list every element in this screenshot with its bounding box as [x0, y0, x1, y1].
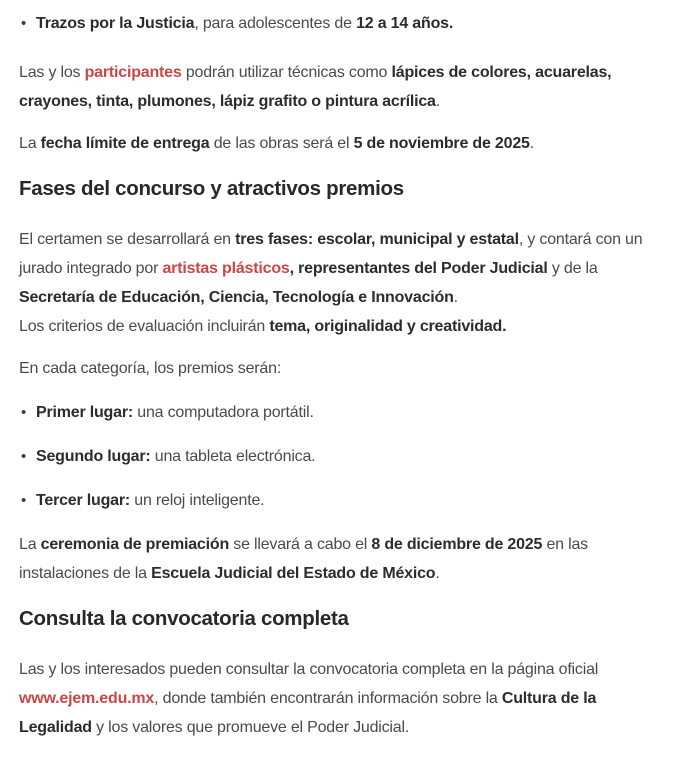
text-run: Las y los	[19, 64, 85, 81]
text-run: La	[19, 536, 41, 553]
text-run: .	[453, 289, 458, 306]
list-item-trazos-category	[19, 9, 662, 38]
bold-text-run: Trazos por la Justicia	[36, 15, 195, 32]
prizes-list	[19, 398, 662, 515]
category-list	[19, 9, 662, 38]
text-run: Las y los interesados pueden consultar la convocatoria completa en la página oficial	[19, 661, 599, 678]
bold-text-run: Escuela Judicial del Estado de México	[151, 565, 436, 582]
bold-text-run: tres fases: escolar, municipal y estatal	[235, 231, 519, 248]
text-run: .	[529, 135, 534, 152]
text-run: y los valores que promueve el Poder Judicial.	[91, 719, 410, 736]
text-run: Los criterios de evaluación incluirán	[19, 318, 270, 335]
para-convocatoria-info	[19, 655, 662, 742]
text-run: , para adolescentes de	[194, 15, 357, 32]
text-run: .	[435, 93, 440, 110]
heading-consulta-convocatoria: Consulta la convocatoria completa	[19, 607, 349, 630]
bold-text-run: 12 a 14 años.	[356, 15, 454, 32]
text-run: en las instalaciones de la	[19, 536, 588, 582]
text-run: , donde también encontrarán información sobre la	[154, 690, 502, 707]
text-run: una tableta electrónica.	[150, 448, 316, 465]
bold-text-run: , representantes del Poder Judicial	[289, 260, 548, 277]
bold-text-run: Segundo lugar:	[36, 448, 151, 465]
bold-text-run: fecha límite de entrega	[40, 135, 210, 152]
link-artistas-plasticos[interactable]: artistas plásticos	[162, 260, 290, 277]
para-ceremonia	[19, 530, 662, 588]
bold-text-run: 8 de diciembre de 2025	[371, 536, 543, 553]
bold-text-run: 5 de noviembre de 2025	[353, 135, 530, 152]
text-run: , y contará con un jurado integrado por	[19, 231, 643, 277]
bold-text-run: tema, originalidad y creatividad.	[269, 318, 507, 335]
text-run: de las obras será el	[209, 135, 354, 152]
bold-text-run: Secretaría de Educación, Ciencia, Tecnología e Innovación	[19, 289, 454, 306]
para-fecha-limite	[19, 129, 662, 158]
para-premios-intro	[19, 354, 662, 383]
text-run: y de la	[547, 260, 598, 277]
bold-text-run: lápices de colores, acuarelas, crayones, tinta, plumones, lápiz grafito o pintura acrílica	[19, 64, 612, 110]
text-run: La	[19, 135, 41, 152]
heading-fases-premios: Fases del concurso y atractivos premios	[19, 177, 404, 200]
text-run: En cada categoría, los premios serán:	[19, 360, 282, 377]
text-run: podrán utilizar técnicas como	[181, 64, 392, 81]
bold-text-run: Cultura de la Legalidad	[19, 690, 597, 736]
para-tecnicas	[19, 58, 662, 116]
list-item-primer-lugar	[19, 398, 662, 427]
text-run: .	[435, 565, 440, 582]
list-item-segundo-lugar	[19, 442, 662, 471]
text-run: un reloj inteligente.	[130, 492, 265, 509]
bold-text-run: Primer lugar:	[36, 404, 133, 421]
text-run: El certamen se desarrollará en	[19, 231, 236, 248]
para-certamen-fases	[19, 225, 662, 341]
text-run: se llevará a cabo el	[229, 536, 372, 553]
bold-text-run: ceremonia de premiación	[40, 536, 230, 553]
link-ejem-url[interactable]: www.ejem.edu.mx	[19, 690, 155, 707]
link-participantes[interactable]: participantes	[84, 64, 182, 81]
bold-text-run: Tercer lugar:	[36, 492, 131, 509]
text-run: una computadora portátil.	[133, 404, 314, 421]
list-item-tercer-lugar	[19, 486, 662, 515]
